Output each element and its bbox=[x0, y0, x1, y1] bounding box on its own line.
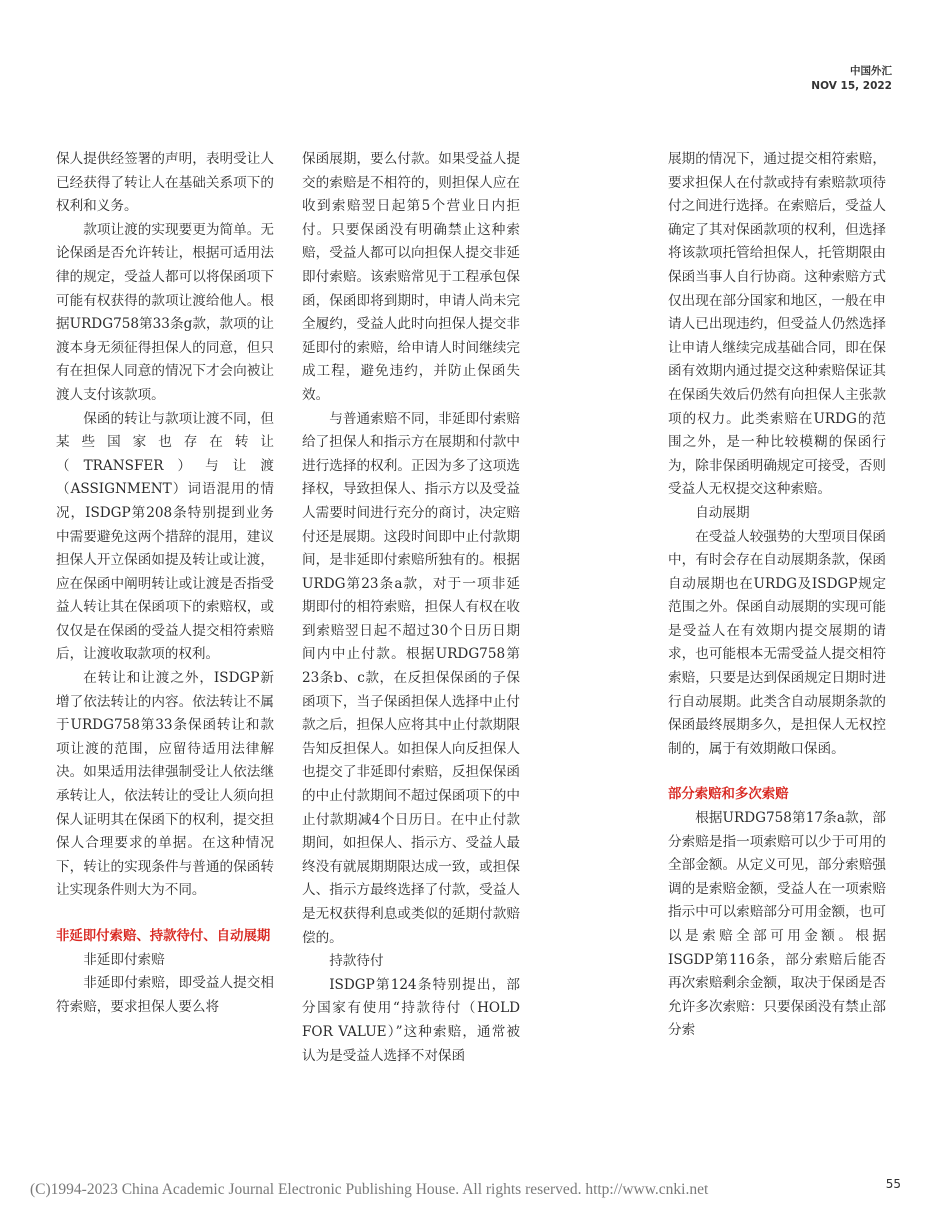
copyright-notice: (C)1994-2023 China Academic Journal Electronic Publishing House. All rights reserved. http://www.cnki.net bbox=[30, 1181, 709, 1198]
subheading: 非延即付索赔 bbox=[83, 951, 165, 968]
paragraph: 根据URDG758第17条a款，部分索赔是指一项索赔可以少于可用的全部金额。从定义可见，部分索赔强调的是索赔金额，受益人在一项索赔指示中可以索赔部分可用金额，也可以是索赔全部可用金额。根据ISGDP第116条，部分索赔后能否再次索赔剩余金额，取决于保函是否允许多次索赔：只要保函没有禁止部分索 bbox=[668, 810, 886, 1039]
page-number: 55 bbox=[885, 1177, 901, 1191]
paragraph: 保人提供经签署的声明，表明受让人已经获得了转让人在基础关系项下的权利和义务。 bbox=[56, 151, 274, 215]
paragraph: 款项让渡的实现要更为简单。无论保函是否允许转让，根据可适用法律的规定，受益人都可以将保函项下可能有权获得的款项让渡给他人。根据URDG758第33条g款，款项的让渡本身无须征得担保人的同意，但只有在担保人同意的情况下才会向被让渡人支付该款项。 bbox=[56, 221, 274, 403]
issue-date: NOV 15, 2022 bbox=[811, 80, 892, 92]
publication-name: 中国外汇 bbox=[850, 65, 892, 77]
subheading: 自动展期 bbox=[695, 504, 750, 521]
article-column-2 bbox=[302, 148, 520, 1068]
paragraph: 保函展期，要么付款。如果受益人提交的索赔是不相符的，则担保人应在收到索赔翌日起第5个营业日内拒付。只要保函没有明确禁止这种索赔，受益人都可以向担保人提交非延即付索赔。该索赔常见于工程承包保函，保函即将到期时，申请人尚未完全履约，受益人此时向担保人提交非延即付的索赔，给申请人时间继续完成工程，避免违约，并防止保函失效。 bbox=[302, 151, 520, 403]
paragraph: 在转让和让渡之外，ISDGP新增了依法转让的内容。依法转让不属于URDG758第33条保函转让和款项让渡的范围，应留待适用法律解决。如果适用法律强制受让人依法继承转让人，依法转让的受让人须向担保人证明其在保函下的权利，提交担保人合理要求的单据。在这种情况下，转让的实现条件与普通的保函转让实现条件则大为不同。 bbox=[56, 670, 274, 899]
paragraph: 非延即付索赔，即受益人提交相符索赔，要求担保人要么将 bbox=[56, 975, 274, 1015]
section-heading: 非延即付索赔、持款待付、自动展期 bbox=[56, 929, 271, 944]
paragraph: 与普通索赔不同，非延即付索赔给了担保人和指示方在展期和付款中进行选择的权利。正因为多了这项选择权，导致担保人、指示方以及受益人需要时间进行充分的商讨，决定赔付还是展期。这段时间即中止付款期间，是非延即付索赔所独有的。根据URDG第23条a款，对于一项非延期即付的相符索赔，担保人有权在收到索赔翌日起不超过30个日历日期间内中止付款。根据URDG758第23条b、c款，在反担保保函的子保函项下，当子保函担保人选择中止付款之后，担保人应将其中止付款期限告知反担保人。如担保人向反担保人也提交了非延即付索赔，反担保保函的中止付款期间不超过保函项下的中止付款期减4个日历日。在中止付款期间，如担保人、指示方、受益人最终没有就展期期限达成一致，或担保人、指示方最终选择了付款，受益人是无权获得利息或类似的延期付款赔偿的。 bbox=[302, 410, 520, 946]
paragraph: 保函的转让与款项让渡不同，但某些国家也存在转让（TRANSFER）与让渡（ASSIGNMENT）词语混用的情况，ISDGP第208条特别提到业务中需要避免这两个措辞的混用，建议担保人开立保函如提及转让或让渡，应在保函中阐明转让或让渡是否指受益人转让其在保函项下的索赔权，或仅仅是在保函的受益人提交相符索赔后，让渡收取款项的权利。 bbox=[56, 410, 274, 663]
paragraph: ISDGP第124条特别提出，部分国家有使用“持款待付（HOLD FOR VALUE）”这种索赔，通常被认为是受益人选择不对保函 bbox=[302, 976, 520, 1064]
paragraph: 在受益人较强势的大型项目保函中，有时会存在自动展期条款，保函自动展期也在URDG及ISDGP规定范围之外。保函自动展期的实现可能是受益人在有效期内提交展期的请求，也可能根本无需受益人提交相符索赔，只要是达到保函规定日期时进行自动展期。此类含自动展期条款的保函最终展期多久，是担保人无权控制的，属于有效期敞口保函。 bbox=[668, 528, 886, 757]
article-column-3 bbox=[668, 148, 886, 1043]
article-column-1 bbox=[56, 148, 274, 1019]
subheading: 持款待付 bbox=[329, 953, 384, 970]
paragraph: 展期的情况下，通过提交相符索赔，要求担保人在付款或持有索赔款项待付之间进行选择。在索赔后，受益人确定了其对保函款项的权利，但选择将该款项托管给担保人，托管期限由保函当事人自行协商。这种索赔方式仅出现在部分国家和地区，一般在申请人已出现违约，但受益人仍然选择让申请人继续完成基础合同，即在保函有效期内通过提交这种索赔保证其在保函失效后仍然有向担保人主张款项的权力。此类索赔在URDG的范围之外，是一种比较模糊的保函行为，除非保函明确规定可接受，否则受益人无权提交这种索赔。 bbox=[668, 151, 886, 498]
page-header bbox=[811, 64, 892, 94]
section-heading: 部分索赔和多次索赔 bbox=[668, 787, 789, 803]
